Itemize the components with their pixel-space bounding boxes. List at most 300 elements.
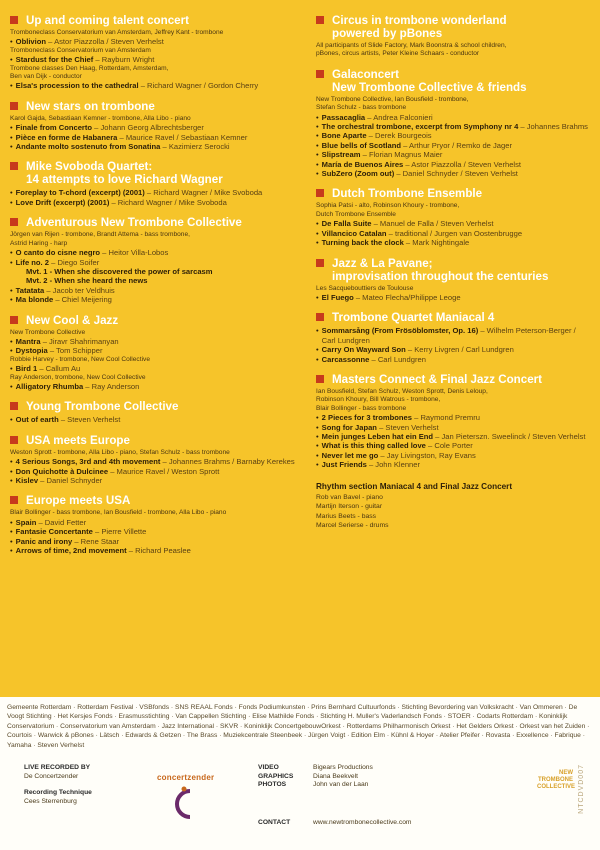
section-title bbox=[10, 160, 306, 186]
bullet-icon: • bbox=[316, 431, 319, 441]
bullet-icon: • bbox=[316, 413, 319, 423]
section-title bbox=[316, 14, 590, 40]
concertzender-logo-text: concertzender bbox=[157, 773, 215, 782]
piece-composer: – Jan Pieterszn. Sweelinck / Steven Verhelst bbox=[433, 431, 586, 441]
performer-credit: Tromboneclass Conservatorium van Amsterdam, Jeffrey Kant - trombone bbox=[10, 29, 224, 36]
performer-credit: Les Sacquebouttiers de Toulouse bbox=[316, 284, 414, 292]
piece-composer: – Kerry Livgren / Carl Lundgren bbox=[405, 345, 514, 355]
piece-item bbox=[316, 113, 590, 122]
piece-title: El Fuego bbox=[321, 292, 354, 302]
piece-composer: – traditional / Jurgen van Oostenbrugge bbox=[386, 228, 523, 238]
bullet-icon: • bbox=[316, 159, 319, 169]
contact-line bbox=[258, 819, 412, 826]
piece-item bbox=[10, 55, 306, 64]
left-column bbox=[10, 14, 306, 564]
section-title-text: Jazz & La Pavane; improvisation throughout the centuries bbox=[332, 256, 549, 283]
piece-title: Finale from Concerto bbox=[15, 123, 93, 133]
performer-credit: Dutch Trombone Ensemble bbox=[316, 210, 396, 218]
piece-title: Villancico Catalan bbox=[321, 228, 387, 238]
piece-item bbox=[10, 537, 306, 546]
program-section bbox=[10, 14, 306, 91]
piece-text bbox=[16, 258, 100, 267]
piece-text bbox=[16, 382, 140, 391]
piece-title: Slipstream bbox=[321, 150, 361, 160]
program-section bbox=[10, 400, 306, 424]
piece-item bbox=[316, 293, 590, 302]
section-title-text: USA meets Europe bbox=[26, 433, 130, 447]
piece-title: Arrows of time, 2nd movement bbox=[15, 546, 127, 556]
piece-title: Mvt. 2 - When she heard the news bbox=[26, 276, 148, 286]
bullet-icon: • bbox=[316, 326, 319, 336]
section-title bbox=[10, 14, 306, 27]
graphics-value: Diana Beekvelt bbox=[313, 772, 358, 780]
piece-title: Panic and irony bbox=[15, 536, 73, 546]
movement-item bbox=[10, 276, 306, 285]
piece-item bbox=[316, 219, 590, 228]
piece-composer: – Ray Anderson bbox=[83, 381, 140, 391]
piece-item bbox=[316, 238, 590, 247]
bullet-icon: • bbox=[10, 364, 13, 374]
piece-title: De Falla Suite bbox=[321, 219, 372, 229]
piece-composer: – Johann Georg Albrechtsberger bbox=[92, 123, 204, 133]
section-marker-icon bbox=[316, 70, 324, 78]
section-marker-icon bbox=[316, 259, 324, 267]
recording-credits bbox=[24, 764, 92, 806]
piece-title: Stardust for the Chief bbox=[15, 55, 94, 65]
section-marker-icon bbox=[316, 313, 324, 321]
piece-title: 4 Serious Songs, 3rd and 4th movement bbox=[15, 457, 161, 467]
contact-label: CONTACT bbox=[258, 819, 291, 826]
piece-text bbox=[16, 457, 295, 466]
performer-credit: Trombone classes Den Haag, Rotterdam, Amsterdam, bbox=[10, 64, 169, 72]
piece-composer: – Daniel Schnyder / Steven Verhelst bbox=[394, 169, 518, 179]
piece-composer: – Pierre Villette bbox=[92, 527, 147, 537]
section-title-text: Masters Connect & Final Jazz Concert bbox=[332, 372, 543, 386]
piece-text bbox=[16, 537, 119, 546]
piece-text bbox=[322, 451, 476, 460]
section-title-text: Young Trombone Collective bbox=[26, 400, 179, 414]
bullet-icon: • bbox=[316, 238, 319, 248]
program-section bbox=[316, 187, 590, 247]
video-value: Bigears Productions bbox=[313, 764, 373, 771]
section-marker-icon bbox=[316, 16, 324, 24]
piece-composer: – Richard Wagner / Mike Svoboda bbox=[109, 197, 227, 207]
section-title bbox=[10, 314, 306, 327]
piece-text bbox=[322, 219, 494, 228]
bullet-icon: • bbox=[316, 354, 319, 364]
piece-text bbox=[322, 122, 588, 131]
piece-item bbox=[10, 476, 306, 485]
piece-title: Elsa's procession to the cathedral bbox=[15, 81, 139, 91]
piece-title: Blue bells of Scotland bbox=[321, 140, 401, 150]
piece-item bbox=[10, 81, 306, 90]
piece-text bbox=[322, 423, 439, 432]
piece-composer: – Chiel Meijering bbox=[53, 295, 112, 305]
piece-title: What is this thing called love bbox=[321, 441, 426, 451]
program-section bbox=[316, 311, 590, 364]
piece-composer: – Florian Magnus Maier bbox=[360, 150, 443, 160]
piece-text bbox=[322, 326, 590, 345]
bullet-icon: • bbox=[316, 219, 319, 229]
bullet-icon: • bbox=[10, 476, 13, 485]
piece-composer: – Wilhelm Peterson-Berger / Carl Lundgren bbox=[321, 326, 576, 345]
piece-text bbox=[16, 346, 103, 355]
piece-title: Bone Aparte bbox=[321, 131, 367, 141]
rhythm-section-title: Rhythm section Maniacal 4 and Final Jazz Concert bbox=[316, 481, 513, 491]
performer-credit: Robinson Khoury, Bill Watrous - trombone, bbox=[316, 396, 441, 404]
piece-text bbox=[322, 441, 473, 450]
bullet-icon: • bbox=[10, 132, 13, 142]
piece-title: Sommarsång (From Frösöblomster, Op. 16) bbox=[321, 326, 479, 336]
performer-credit: Weston Sprott - trombone, Alla Libo - piano, Stefan Schulz - bass trombone bbox=[10, 448, 230, 456]
movement-item bbox=[10, 267, 306, 276]
piece-text bbox=[26, 276, 148, 285]
rhythm-lines bbox=[316, 493, 590, 531]
section-marker-icon bbox=[10, 496, 18, 504]
piece-item bbox=[10, 123, 306, 132]
piece-item bbox=[316, 150, 590, 159]
piece-composer: – John Klenner bbox=[366, 460, 421, 470]
piece-title: 2 Pieces for 3 trombones bbox=[321, 413, 412, 423]
piece-title: Kislev bbox=[15, 476, 39, 485]
piece-text bbox=[322, 141, 512, 150]
piece-item bbox=[10, 457, 306, 466]
bullet-icon: • bbox=[10, 197, 13, 207]
piece-composer: – Astor Piazzolla / Steven Verhelst bbox=[403, 159, 522, 169]
piece-text bbox=[16, 198, 227, 207]
piece-composer: – Kazimierz Serocki bbox=[160, 142, 230, 152]
section-title-text: Mike Svoboda Quartet: 14 attempts to love Richard Wagner bbox=[26, 160, 223, 187]
section-title bbox=[316, 68, 590, 94]
piece-composer: – Carl Lundgren bbox=[369, 354, 426, 364]
piece-text bbox=[322, 293, 461, 302]
piece-item bbox=[10, 286, 306, 295]
live-recorded-label: LIVE RECORDED BY bbox=[24, 764, 91, 771]
section-title bbox=[316, 373, 590, 386]
bullet-icon: • bbox=[316, 131, 319, 141]
piece-item bbox=[10, 346, 306, 355]
bullet-icon: • bbox=[10, 336, 13, 346]
piece-text bbox=[16, 476, 103, 485]
piece-text bbox=[322, 460, 420, 469]
piece-title: Carry On Wayward Son bbox=[321, 345, 406, 355]
piece-composer: – Heitor Villa-Lobos bbox=[100, 248, 169, 258]
piece-composer: – Mark Nightingale bbox=[403, 238, 470, 248]
piece-composer: – Steven Verhelst bbox=[58, 415, 121, 425]
piece-text bbox=[16, 123, 204, 132]
section-title bbox=[10, 100, 306, 113]
piece-item bbox=[10, 248, 306, 257]
piece-text bbox=[16, 133, 248, 142]
piece-title: Never let me go bbox=[321, 450, 379, 460]
section-title-text: Adventurous New Trombone Collective bbox=[26, 216, 242, 230]
piece-text bbox=[322, 345, 514, 354]
piece-composer: – Rene Staar bbox=[72, 536, 120, 546]
piece-item bbox=[316, 413, 590, 422]
piece-text bbox=[322, 229, 522, 238]
performer-credit: Blair Bollinger - bass trombone, Ian Bousfield - trombone, Alla Libo - piano bbox=[10, 509, 227, 517]
section-title-text: Trombone Quartet Maniacal 4 bbox=[332, 311, 495, 325]
performer-credit: Ian Bousfield, Stefan Schulz, Weston Sprott, Denis Leloup, bbox=[316, 387, 488, 395]
piece-title: Dystopia bbox=[15, 346, 48, 356]
piece-title: Spain bbox=[15, 517, 37, 527]
bullet-icon: • bbox=[10, 248, 13, 258]
piece-text bbox=[16, 81, 259, 90]
piece-title: Fantasie Concertante bbox=[15, 527, 93, 537]
piece-composer: – Rayburn Wright bbox=[93, 55, 155, 65]
piece-item bbox=[316, 169, 590, 178]
piece-text bbox=[16, 295, 112, 304]
performer-credit: Tromboneclass Conservatorium van Amsterdam bbox=[10, 46, 151, 54]
bullet-icon: • bbox=[316, 150, 319, 160]
bullet-icon: • bbox=[10, 257, 13, 267]
piece-title: Mantra bbox=[15, 336, 41, 346]
piece-item bbox=[10, 518, 306, 527]
piece-composer: – Astor Piazzolla / Steven Verhelst bbox=[46, 37, 164, 47]
bullet-icon: • bbox=[316, 140, 319, 150]
video-label: VIDEO bbox=[258, 764, 279, 771]
piece-item bbox=[316, 451, 590, 460]
piece-composer: – Maurice Ravel / Weston Sprott bbox=[108, 466, 220, 476]
catalog-code: NTCDVD007 bbox=[578, 764, 585, 814]
bullet-icon: • bbox=[316, 292, 319, 302]
piece-text bbox=[322, 169, 518, 178]
piece-text bbox=[322, 432, 586, 441]
piece-text bbox=[322, 238, 470, 247]
piece-item bbox=[10, 546, 306, 555]
piece-composer: – David Fetter bbox=[36, 517, 87, 527]
piece-composer: – Jiravr Shahrimanyan bbox=[40, 336, 119, 346]
piece-composer: – Richard Wagner / Mike Svoboda bbox=[144, 188, 263, 198]
piece-text bbox=[26, 267, 213, 276]
section-title bbox=[316, 257, 590, 283]
performer-credit: Sophia Patsi - alto, Robinson Khoury - trombone, bbox=[316, 202, 460, 210]
concertzender-logo-mark bbox=[157, 783, 237, 823]
piece-text bbox=[16, 415, 121, 424]
piece-composer: – Callum Au bbox=[37, 364, 81, 374]
piece-item bbox=[316, 160, 590, 169]
piece-title: Foreplay to T-chord (excerpt) (2001) bbox=[15, 188, 145, 198]
piece-composer: – Derek Bourgeois bbox=[366, 131, 432, 141]
piece-title: Song for Japan bbox=[321, 422, 377, 432]
ntc-logo-line-3: COLLECTIVE bbox=[537, 784, 576, 790]
section-marker-icon bbox=[10, 102, 18, 110]
piece-item bbox=[316, 423, 590, 432]
piece-item bbox=[10, 258, 306, 267]
sponsors-list: Gemeente Rotterdam · Rotterdam Festival · VSBfonds · SNS REAAL Fonds · Fonds Podiumkunsten · Prins Bernhard Cultuurfonds · Stichting Bevordering van Volkskracht · Van Ommeren · De Voogt Stichting · Het Kersjes Fonds · Erasmusstichting · Van Cappellen Stichting · Elise Mathilde Fonds · Stichting H. Muller's Vaderlandsch Fonds · STOER · Codarts Rotterdam · Koninklijk Conservatorium · Conservatorium van Amsterdam · Jazz International · SKVR · Koninklijk ConcertgebouwOrkest · Rotterdams Philharmonisch Orkest · Het Gelders Orkest · Orkest van het Zuiden · Courtois · Warwick & pBones · Lätsch · Edwards & Getzen · The Brass · Muziekcentrale Steenbeek · Jürgen Voigt · Edition Elm · Kühnl & Hoyer · Atelier Pfeifer · Rovasta · Exxellence · Fabrique · Yamaha · Steven Verhelst bbox=[7, 704, 590, 749]
piece-text bbox=[16, 527, 147, 536]
performer-credit: pBones, circus artists, Peter Kleine Schaars - conductor bbox=[316, 50, 480, 58]
program-section bbox=[10, 160, 306, 207]
piece-item bbox=[316, 441, 590, 450]
piece-title: SubZero (Zoom out) bbox=[321, 169, 395, 179]
graphics-label: GRAPHICS bbox=[258, 772, 294, 780]
section-title bbox=[10, 216, 306, 229]
bullet-icon: • bbox=[10, 457, 13, 467]
section-marker-icon bbox=[10, 16, 18, 24]
section-title-text: Europe meets USA bbox=[26, 494, 131, 508]
recording-technique-value: Cees Sterrenburg bbox=[24, 797, 77, 805]
piece-item bbox=[10, 188, 306, 197]
piece-composer: – Daniel Schnyder bbox=[38, 476, 103, 485]
bullet-icon: • bbox=[316, 228, 319, 238]
section-title-text: Circus in trombone wonderland powered by pBones bbox=[332, 14, 507, 40]
piece-text bbox=[16, 364, 81, 373]
bullet-icon: • bbox=[316, 122, 319, 132]
ntc-logo-line-1: NEW bbox=[559, 770, 573, 776]
recording-technique-label: Recording Technique bbox=[24, 789, 92, 797]
bullet-icon: • bbox=[10, 295, 13, 305]
piece-title: María de Buenos Aires bbox=[321, 159, 404, 169]
piece-title: Andante molto sostenuto from Sonatina bbox=[15, 142, 161, 152]
section-marker-icon bbox=[316, 375, 324, 383]
piece-item bbox=[316, 141, 590, 150]
bullet-icon: • bbox=[10, 188, 13, 198]
rhythm-member: Marius Beets - bass bbox=[316, 512, 377, 520]
piece-item bbox=[10, 37, 306, 46]
section-marker-icon bbox=[10, 162, 18, 170]
performer-credit: All participants of Slide Factory, Mark Boonstra & school children, bbox=[316, 42, 507, 49]
piece-composer: – Manuel de Falla / Steven Verhelst bbox=[371, 219, 494, 229]
ntc-logo-line-2: TROMBONE bbox=[538, 777, 573, 783]
performer-credit: Ben van Dijk - conductor bbox=[10, 73, 82, 81]
piece-title: Life no. 2 bbox=[15, 257, 50, 267]
piece-item bbox=[10, 527, 306, 536]
bullet-icon: • bbox=[316, 460, 319, 470]
piece-item bbox=[10, 467, 306, 476]
piece-composer: – Maurice Ravel / Sebastiaan Kemner bbox=[117, 132, 248, 142]
piece-text bbox=[16, 142, 230, 151]
section-title-text: New stars on trombone bbox=[26, 99, 155, 113]
section-marker-icon bbox=[316, 189, 324, 197]
piece-composer: – Cole Porter bbox=[425, 441, 473, 451]
rhythm-member: Rob van Bavel - piano bbox=[316, 493, 383, 501]
performer-credit: Karol Gajda, Sebastiaan Kemner - trombone, Alla Libo - piano bbox=[10, 114, 191, 122]
piece-composer: – Andrea Falconieri bbox=[365, 112, 433, 122]
piece-text bbox=[322, 413, 480, 422]
piece-item bbox=[316, 131, 590, 140]
piece-title: Ma blonde bbox=[15, 295, 54, 305]
bullet-icon: • bbox=[316, 422, 319, 432]
piece-text bbox=[16, 467, 220, 476]
piece-text bbox=[322, 160, 521, 169]
ntc-logo bbox=[537, 770, 576, 791]
piece-composer: – Richard Peaslee bbox=[126, 546, 191, 556]
program-section bbox=[10, 216, 306, 304]
section-marker-icon bbox=[10, 436, 18, 444]
bullet-icon: • bbox=[10, 546, 13, 556]
performer-credit: Ray Anderson, trombone, New Cool Collective bbox=[10, 373, 146, 381]
bullet-icon: • bbox=[10, 381, 13, 391]
program-section bbox=[10, 100, 306, 152]
bullet-icon: • bbox=[10, 536, 13, 546]
piece-text bbox=[322, 113, 433, 122]
photos-value: John van der Laan bbox=[313, 781, 369, 789]
piece-item bbox=[10, 364, 306, 373]
piece-item bbox=[10, 295, 306, 304]
photos-label: PHOTOS bbox=[258, 781, 287, 789]
piece-title: Out of earth bbox=[15, 415, 59, 425]
performer-credit: Astrid Haring - harp bbox=[10, 239, 68, 247]
piece-title: Love Drift (excerpt) (2001) bbox=[15, 197, 110, 207]
piece-item bbox=[10, 382, 306, 391]
performer-credit: New Trombone Collective, Ian Bousfield - trombone, bbox=[316, 95, 469, 103]
piece-composer: – Mateo Flecha/Philippe Leoge bbox=[353, 292, 461, 302]
section-marker-icon bbox=[10, 402, 18, 410]
piece-composer: – Tom Schipper bbox=[47, 346, 103, 356]
bullet-icon: • bbox=[10, 142, 13, 152]
section-title-text: Dutch Trombone Ensemble bbox=[332, 187, 483, 201]
piece-title: Mvt. 1 - When she discovered the power of sarcasm bbox=[26, 266, 213, 276]
program-section bbox=[316, 14, 590, 59]
bullet-icon: • bbox=[10, 81, 13, 91]
piece-title: Oblivion bbox=[15, 37, 47, 47]
piece-composer: – Jacob ter Veldhuis bbox=[44, 285, 115, 295]
piece-item bbox=[10, 337, 306, 346]
performer-credit: Robbie Harvey - trombone, New Cool Collective bbox=[10, 355, 150, 363]
piece-item bbox=[316, 326, 590, 345]
piece-item bbox=[10, 142, 306, 151]
right-sections bbox=[316, 14, 590, 470]
piece-item bbox=[316, 460, 590, 469]
piece-item bbox=[316, 432, 590, 441]
program-section bbox=[316, 373, 590, 470]
bullet-icon: • bbox=[316, 169, 319, 179]
piece-title: Pièce en forme de Habanera bbox=[15, 132, 118, 142]
piece-title: Turning back the clock bbox=[321, 238, 404, 248]
piece-text bbox=[322, 150, 443, 159]
piece-item bbox=[316, 355, 590, 364]
right-column bbox=[316, 14, 590, 540]
piece-item bbox=[316, 122, 590, 131]
piece-composer: – Diego Soifer bbox=[49, 257, 100, 267]
piece-title: Tatatata bbox=[15, 285, 45, 295]
piece-title: Don Quichotte à Dulcinee bbox=[15, 466, 109, 476]
piece-text bbox=[16, 37, 164, 46]
piece-title: Carcassonne bbox=[321, 354, 370, 364]
concertzender-logo bbox=[157, 771, 237, 827]
contact-url[interactable]: www.newtrombonecollective.com bbox=[313, 819, 412, 826]
piece-composer: – Steven Verhelst bbox=[376, 422, 439, 432]
piece-item bbox=[10, 133, 306, 142]
section-title bbox=[10, 400, 306, 413]
piece-composer: – Arthur Pryor / Remko de Jager bbox=[401, 140, 512, 150]
bullet-icon: • bbox=[316, 441, 319, 451]
section-title-text: Galaconcert New Trombone Collective & friends bbox=[332, 67, 527, 94]
piece-text bbox=[322, 355, 426, 364]
section-title bbox=[10, 494, 306, 507]
bullet-icon: • bbox=[10, 415, 13, 425]
piece-text bbox=[16, 248, 169, 257]
bullet-icon: • bbox=[10, 517, 13, 527]
bullet-icon: • bbox=[10, 123, 13, 133]
piece-text bbox=[322, 131, 432, 140]
piece-text bbox=[16, 518, 87, 527]
piece-text bbox=[16, 188, 263, 197]
program-section bbox=[316, 257, 590, 303]
program-section bbox=[10, 314, 306, 392]
section-title-text: New Cool & Jazz bbox=[26, 313, 119, 327]
piece-text bbox=[16, 286, 115, 295]
performer-credit: Blair Bollinger - bass trombone bbox=[316, 404, 407, 412]
piece-text bbox=[16, 546, 191, 555]
program-section bbox=[316, 68, 590, 179]
rhythm-member: Martijn Iterson - guitar bbox=[316, 503, 383, 511]
bullet-icon: • bbox=[316, 345, 319, 355]
piece-item bbox=[316, 229, 590, 238]
piece-title: Passacaglia bbox=[321, 112, 366, 122]
rhythm-member: Marcel Serierse - drums bbox=[316, 522, 389, 530]
